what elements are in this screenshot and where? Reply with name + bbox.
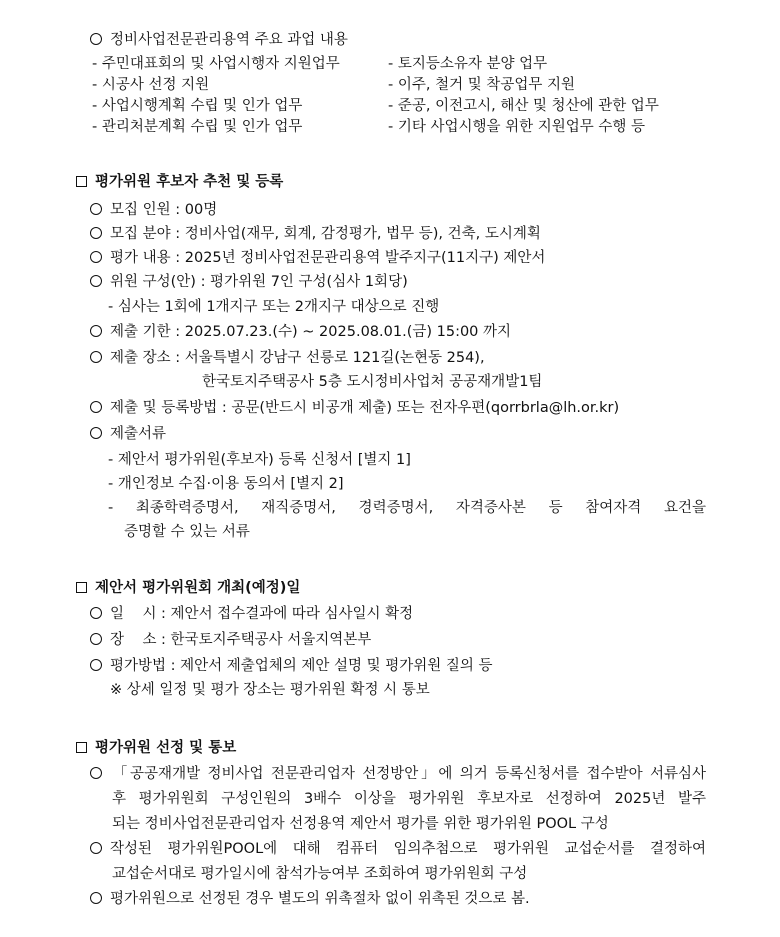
- task-right-1: - 토지등소유자 분양 업무: [388, 56, 548, 72]
- item-recruit-field: 모집 분야 : 정비사업(재무, 회계, 감정평가, 법무 등), 건축, 도시계획: [90, 224, 541, 244]
- sub-review-note: - 심사는 1회에 1개지구 또는 2개지구 대상으로 진행: [108, 299, 440, 315]
- circle-bullet-icon: [90, 33, 102, 45]
- item-place-line2: 한국토지주택공사 5층 도시정비사업처 공공재개발1팀: [202, 374, 543, 390]
- circle-bullet-icon: [90, 227, 102, 239]
- item-eval-method: 평가방법 : 제안서 제출업체의 제안 설명 및 평가위원 질의 등: [90, 656, 493, 676]
- doc-item-3-cont: 증명할 수 있는 서류: [124, 524, 250, 540]
- doc-item-3: - 최종학력증명서, 재직증명서, 경력증명서, 자격증사본 등 참여자격 요건을: [108, 500, 706, 516]
- doc-item-1: - 제안서 평가위원(후보자) 등록 신청서 [별지 1]: [108, 452, 411, 468]
- doc-item-2: - 개인정보 수집·이용 동의서 [별지 2]: [108, 476, 344, 492]
- task-left-1: - 주민대표회의 및 사업시행자 지원업무: [92, 56, 340, 72]
- selection-para-3: 평가위원으로 선정된 경우 별도의 위촉절차 없이 위촉된 것으로 봄.: [90, 889, 530, 909]
- circle-bullet-icon: [90, 351, 102, 363]
- square-bullet-icon: [76, 582, 87, 593]
- section-heading-candidates: 평가위원 후보자 추천 및 등록: [76, 172, 283, 192]
- circle-bullet-icon: [90, 427, 102, 439]
- circle-bullet-icon: [90, 203, 102, 215]
- task-left-2: - 시공사 선정 지원: [92, 77, 210, 93]
- task-right-4: - 기타 사업시행을 위한 지원업무 수행 등: [388, 119, 645, 135]
- selection-para-1: 「공공재개발 정비사업 전문관리업자 선정방안」에 의거 등록신청서를 접수받아 서류심사: [90, 764, 706, 784]
- circle-bullet-icon: [90, 659, 102, 671]
- intro-title: 정비사업전문관리용역 주요 과업 내용: [90, 30, 348, 50]
- circle-bullet-icon: [90, 251, 102, 263]
- task-right-2: - 이주, 철거 및 착공업무 지원: [388, 77, 575, 93]
- circle-bullet-icon: [90, 892, 102, 904]
- circle-bullet-icon: [90, 401, 102, 413]
- item-evaluation-content: 평가 내용 : 2025년 정비사업전문관리용역 발주지구(11지구) 제안서: [90, 248, 545, 268]
- circle-bullet-icon: [90, 633, 102, 645]
- task-right-3: - 준공, 이전고시, 해산 및 청산에 관한 업무: [388, 98, 659, 114]
- task-left-4: - 관리처분계획 수립 및 인가 업무: [92, 119, 303, 135]
- selection-para-2: 작성된 평가위원POOL에 대해 컴퓨터 임의추첨으로 평가위원 교섭순서를 결정하여: [90, 839, 706, 859]
- circle-bullet-icon: [90, 607, 102, 619]
- selection-para-1-line3: 되는 정비사업전문관리업자 선정용역 제안서 평가를 위한 평가위원 POOL 구성: [112, 816, 609, 832]
- item-location: 장 소 : 한국토지주택공사 서울지역본부: [90, 630, 371, 650]
- item-date: 일 시 : 제안서 접수결과에 따라 심사일시 확정: [90, 604, 413, 624]
- square-bullet-icon: [76, 176, 87, 187]
- item-recruit-count: 모집 인원 : 00명: [90, 200, 217, 220]
- item-place: 제출 장소 : 서울특별시 강남구 선릉로 121길(논현동 254),: [90, 348, 485, 368]
- circle-bullet-icon: [90, 842, 102, 854]
- section-heading-meeting: 제안서 평가위원회 개최(예정)일: [76, 578, 300, 598]
- item-method: 제출 및 등록방법 : 공문(반드시 비공개 제출) 또는 전자우편(qorrbrla@lh.or.kr): [90, 398, 619, 418]
- circle-bullet-icon: [90, 325, 102, 337]
- section-heading-selection: 평가위원 선정 및 통보: [76, 738, 236, 758]
- circle-bullet-icon: [90, 275, 102, 287]
- circle-bullet-icon: [90, 767, 102, 779]
- item-docs-title: 제출서류: [90, 424, 166, 444]
- selection-para-2-line2: 교섭순서대로 평가일시에 참석가능여부 조회하여 평가위원회 구성: [112, 866, 528, 882]
- selection-para-1-line2: 후 평가위원회 구성인원의 3배수 이상을 평가위원 후보자로 선정하여 2025년 발주: [112, 791, 706, 807]
- square-bullet-icon: [76, 742, 87, 753]
- item-deadline: 제출 기한 : 2025.07.23.(수) ~ 2025.08.01.(금) 15:00 까지: [90, 322, 511, 342]
- item-committee: 위원 구성(안) : 평가위원 7인 구성(심사 1회당): [90, 272, 408, 292]
- schedule-note: ※ 상세 일정 및 평가 장소는 평가위원 확정 시 통보: [110, 682, 430, 698]
- task-left-3: - 사업시행계획 수립 및 인가 업무: [92, 98, 303, 114]
